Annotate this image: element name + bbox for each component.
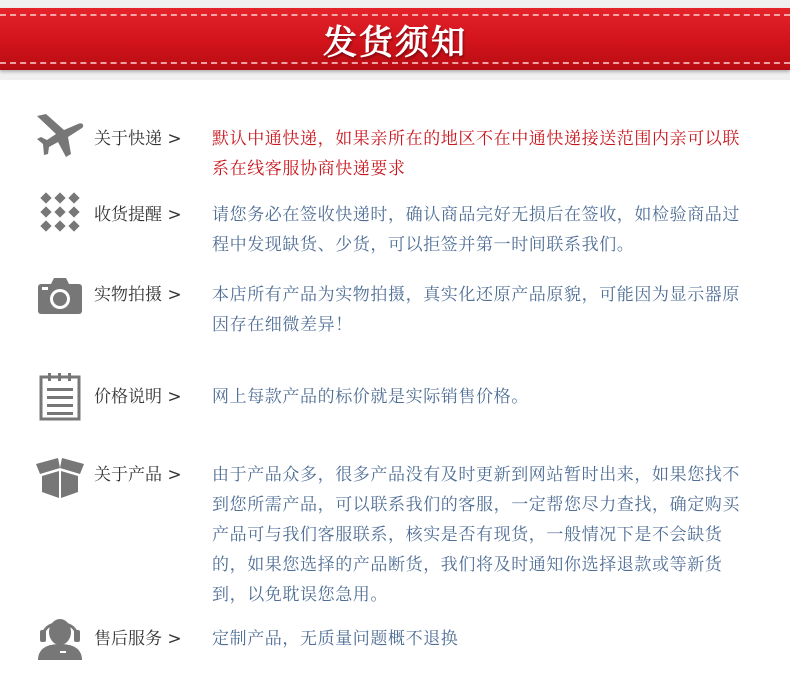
section-text: 请您务必在签收快递时，确认商品完好无损后在签收，如检验商品过程中发现缺货、少货，可以拒签并第一时间联系我们。 bbox=[212, 205, 740, 255]
section-text: 网上每款产品的标价就是实际销售价格。 bbox=[212, 387, 529, 407]
section-label: 售后服务 > bbox=[94, 629, 182, 649]
section-text: 本店所有产品为实物拍摄，真实化还原产品原貌，可能因为显示器原因存在细微差异！ bbox=[212, 285, 740, 335]
section-text: 定制产品，无质量问题概不退换 bbox=[212, 629, 459, 649]
box-icon bbox=[34, 452, 86, 504]
section-label: 关于产品 > bbox=[94, 465, 182, 485]
page-title: 发货须知 bbox=[323, 22, 467, 63]
airplane-icon bbox=[34, 110, 86, 162]
section-label: 收货提醒 > bbox=[94, 205, 182, 225]
section-label: 实物拍摄 > bbox=[94, 285, 182, 305]
section-label: 关于快递 > bbox=[94, 129, 182, 149]
headset-icon bbox=[34, 608, 86, 660]
section-label: 价格说明 > bbox=[94, 387, 182, 407]
document-icon bbox=[34, 371, 86, 423]
section-text: 默认中通快递，如果亲所在的地区不在中通快递接送范围内亲可以联系在线客服协商快递要求 bbox=[212, 129, 740, 179]
header-banner bbox=[0, 0, 790, 80]
camera-icon bbox=[34, 270, 86, 322]
grid-dots-icon bbox=[34, 188, 86, 240]
section-text: 由于产品众多，很多产品没有及时更新到网站暂时出来，如果您找不到您所需产品，可以联系我们的客服，一定帮您尽力查找，确定购买产品可与我们客服联系，核实是否有现货，一般情况下是不会缺货的，如果您选择的产品断货，我们将及时通知你选择退款或等新货到，以免耽误您急用。 bbox=[212, 465, 740, 605]
